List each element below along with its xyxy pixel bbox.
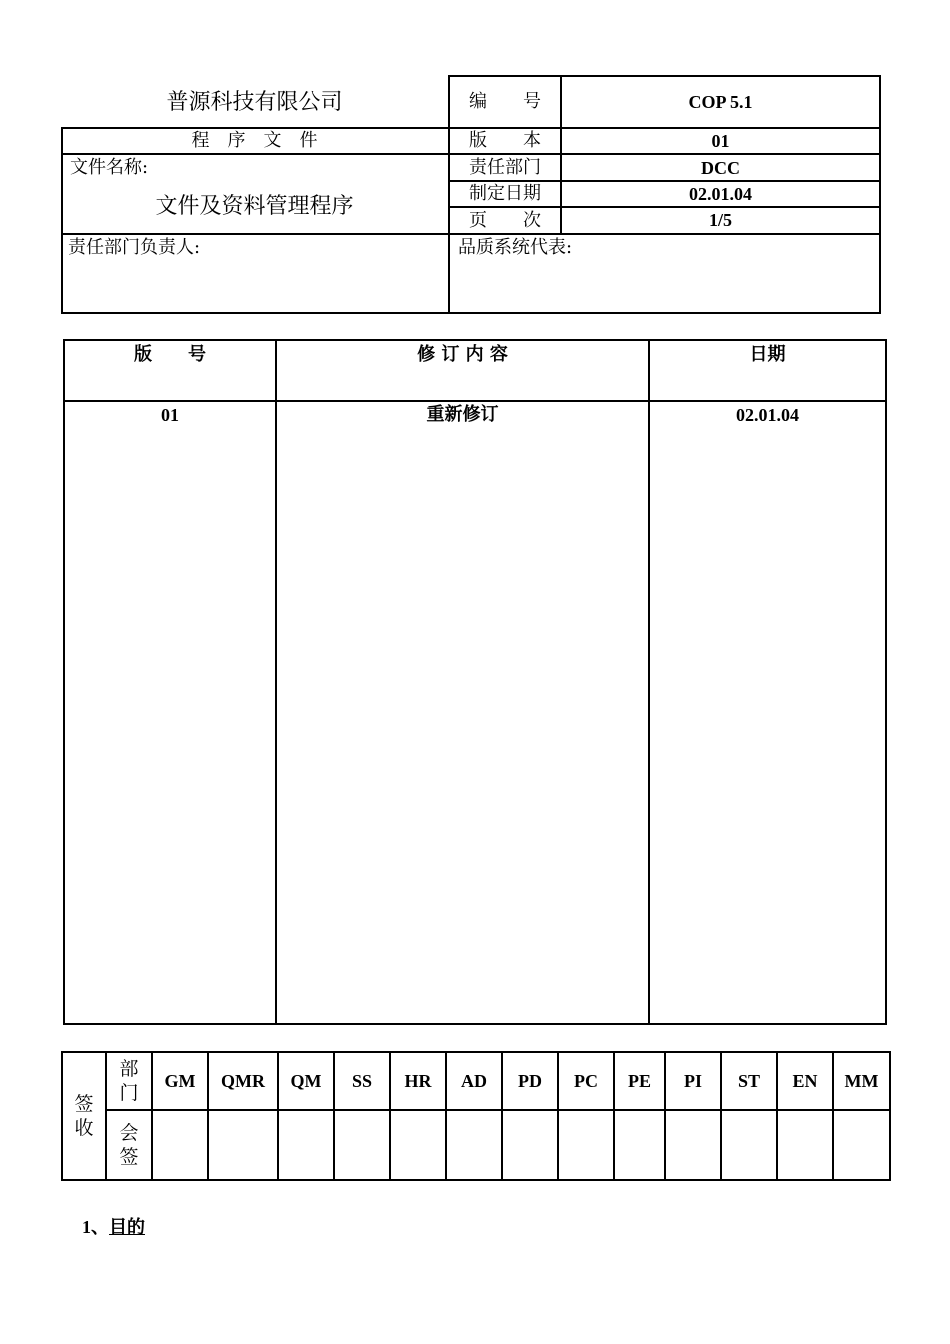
dept-pc: PC (558, 1052, 614, 1110)
section-number: 1、 (82, 1217, 109, 1237)
sign-cell-mm[interactable] (833, 1110, 890, 1180)
sign-cell-hr[interactable] (390, 1110, 446, 1180)
quality-rep-label: 品质系统代表: (458, 237, 573, 258)
dept-pi: PI (665, 1052, 721, 1110)
responsible-dept-label: 责任部门 (469, 157, 541, 178)
sign-cell-pd[interactable] (502, 1110, 558, 1180)
doc-number-label: 编 号 (469, 91, 541, 112)
dept-label: 部门 (106, 1052, 152, 1110)
dept-pd: PD (502, 1052, 558, 1110)
version-value: 01 (711, 131, 730, 151)
doc-number-value: COP 5.1 (688, 92, 753, 112)
signoff-title: 签收 (62, 1052, 106, 1180)
file-name-label: 文件名称: (70, 157, 149, 178)
section-heading (82, 1216, 145, 1239)
sign-cell-ad[interactable] (446, 1110, 502, 1180)
dept-pe: PE (614, 1052, 665, 1110)
page-label: 页 次 (469, 210, 541, 231)
col-header-version: 版 号 (134, 344, 206, 365)
row-version: 01 (161, 405, 179, 425)
sign-cell-en[interactable] (777, 1110, 833, 1180)
dept-ad: AD (446, 1052, 502, 1110)
date-value: 02.01.04 (689, 184, 752, 204)
file-name: 文件及资料管理程序 (155, 194, 354, 219)
countersign-label: 会签 (106, 1110, 152, 1180)
dept-hr: HR (390, 1052, 446, 1110)
dept-mm: MM (833, 1052, 890, 1110)
sign-cell-st[interactable] (721, 1110, 777, 1180)
company-name: 普源科技有限公司 (166, 90, 343, 115)
responsible-dept-value: DCC (701, 158, 740, 178)
dept-head-label: 责任部门负责人: (68, 237, 201, 258)
dept-ss: SS (334, 1052, 390, 1110)
page-value: 1/5 (708, 210, 732, 230)
row-content: 重新修订 (426, 404, 499, 425)
dept-en: EN (777, 1052, 833, 1110)
dept-qmr: QMR (208, 1052, 278, 1110)
row-date: 02.01.04 (736, 405, 799, 425)
dept-gm: GM (152, 1052, 208, 1110)
sign-cell-qm[interactable] (278, 1110, 334, 1180)
version-label: 版 本 (469, 130, 541, 151)
sign-cell-qmr[interactable] (208, 1110, 278, 1180)
sign-cell-ss[interactable] (334, 1110, 390, 1180)
date-label: 制定日期 (469, 183, 541, 204)
signoff-table (61, 1051, 891, 1181)
sign-cell-pe[interactable] (614, 1110, 665, 1180)
col-header-content: 修 订 内 容 (417, 344, 508, 365)
doc-type: 程 序 文 件 (191, 130, 318, 151)
dept-st: ST (721, 1052, 777, 1110)
sign-cell-gm[interactable] (152, 1110, 208, 1180)
dept-qm: QM (278, 1052, 334, 1110)
section-title: 目的 (109, 1217, 145, 1238)
col-header-date: 日期 (749, 344, 786, 365)
sign-cell-pc[interactable] (558, 1110, 614, 1180)
sign-cell-pi[interactable] (665, 1110, 721, 1180)
